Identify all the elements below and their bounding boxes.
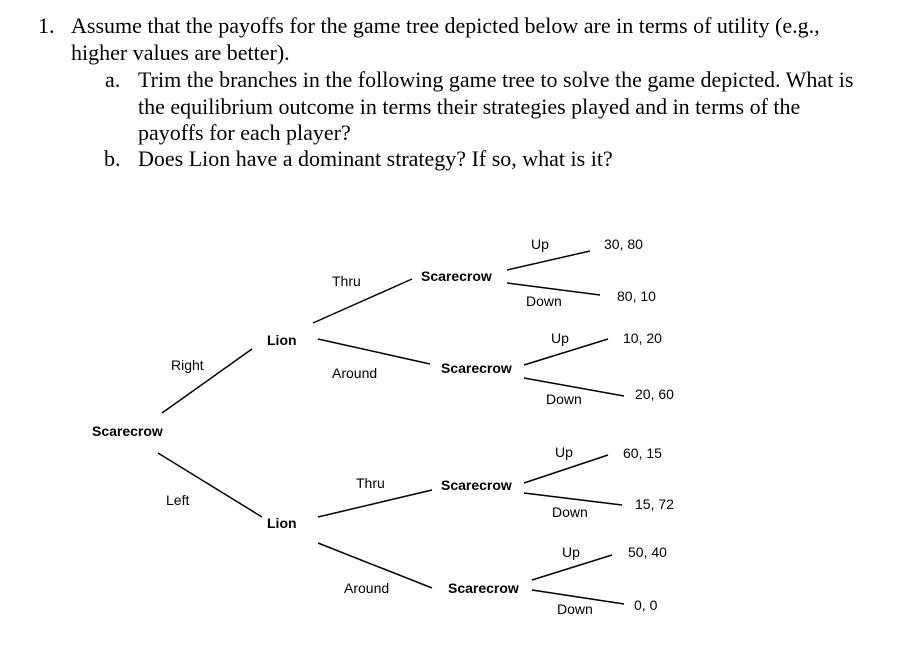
move-label-s1-up: Up bbox=[531, 236, 549, 252]
root-node-scarecrow: Scarecrow bbox=[92, 423, 163, 439]
move-label-s4-down: Down bbox=[557, 601, 593, 617]
branch-s1-up bbox=[507, 251, 590, 270]
scarecrow-node-1: Scarecrow bbox=[421, 268, 492, 284]
branch-lion2-thru bbox=[318, 490, 432, 517]
part-a-text-line-1: Trim the branches in the following game tree to solve the game depicted. What is bbox=[138, 67, 854, 92]
part-b-label: b. bbox=[104, 146, 121, 171]
move-label-s2-down: Down bbox=[546, 391, 582, 407]
branch-lion1-around bbox=[318, 339, 430, 364]
part-a-text-line-2: the equilibrium outcome in terms their strategies played and in terms of the bbox=[138, 94, 801, 119]
payoff-s1-down: 80, 10 bbox=[617, 288, 656, 304]
scarecrow-node-4: Scarecrow bbox=[448, 580, 519, 596]
payoff-s2-down: 20, 60 bbox=[635, 386, 674, 402]
payoff-s2-up: 10, 20 bbox=[623, 330, 662, 346]
branch-lion1-thru bbox=[313, 279, 412, 323]
payoff-s3-up: 60, 15 bbox=[623, 445, 662, 461]
move-label-s2-up: Up bbox=[551, 330, 569, 346]
question-stem-line-1: Assume that the payoffs for the game tree depicted below are in terms of utility (e.g., bbox=[71, 13, 820, 38]
move-label-left: Left bbox=[166, 492, 190, 508]
payoff-s3-down: 15, 72 bbox=[635, 496, 674, 512]
payoff-s4-up: 50, 40 bbox=[628, 544, 667, 560]
lion-node-1: Lion bbox=[267, 332, 297, 348]
move-label-s3-down: Down bbox=[552, 504, 588, 520]
lion-node-2: Lion bbox=[267, 515, 297, 531]
move-label-right: Right bbox=[171, 357, 204, 373]
payoff-s1-up: 30, 80 bbox=[604, 236, 643, 252]
part-b-text-line-1: Does Lion have a dominant strategy? If so, what is it? bbox=[138, 146, 613, 171]
question-number: 1. bbox=[38, 13, 55, 38]
scarecrow-node-3: Scarecrow bbox=[441, 477, 512, 493]
move-label-lion1-around: Around bbox=[332, 365, 378, 381]
move-label-s1-down: Down bbox=[526, 293, 562, 309]
payoff-s4-down: 0, 0 bbox=[634, 597, 658, 613]
part-a-text-line-3: payoffs for each player? bbox=[138, 120, 351, 145]
scarecrow-node-2: Scarecrow bbox=[441, 360, 512, 376]
question-stem-line-2: higher values are better). bbox=[71, 40, 290, 65]
move-label-lion2-thru: Thru bbox=[356, 475, 385, 491]
part-a-label: a. bbox=[105, 67, 121, 92]
move-label-s3-up: Up bbox=[555, 444, 573, 460]
move-label-lion2-around: Around bbox=[344, 580, 390, 596]
move-label-s4-up: Up bbox=[562, 544, 580, 560]
move-label-lion1-thru: Thru bbox=[332, 273, 361, 289]
